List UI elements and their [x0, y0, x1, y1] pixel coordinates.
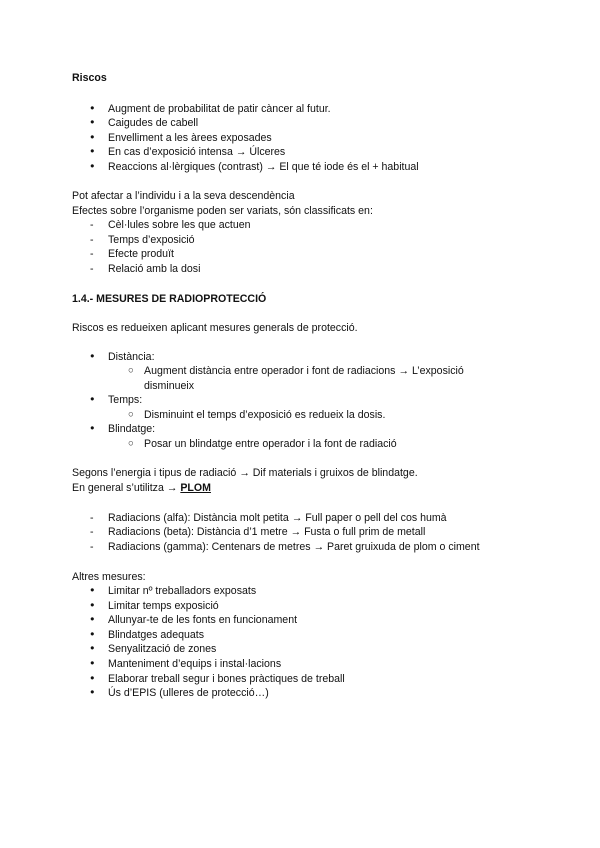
- plom-emphasis: PLOM: [180, 482, 211, 494]
- paragraph-riscos-redueixen: Riscos es redueixen aplicant mesures generals de protecció.: [72, 322, 358, 334]
- bullet-icon: [90, 350, 98, 366]
- circle-bullet-icon: [128, 437, 136, 453]
- bullet-icon: [90, 613, 98, 629]
- bullet-icon: [90, 584, 98, 600]
- paragraph-general: En general s’utilitza → PLOM: [72, 482, 211, 494]
- paragraph-efectes: Efectes sobre l’organisme poden ser variats, són classificats en:: [72, 205, 373, 217]
- paragraph-afectar: Pot afectar a l’individu i a la seva descendència: [72, 190, 295, 202]
- bullet-icon: [90, 116, 98, 132]
- bullet-icon: [90, 160, 98, 176]
- paragraph-segons: Segons l’energia i tipus de radiació → Dif materials i gruixos de blindatge.: [72, 467, 418, 479]
- document-page: Riscos ● Augment de probabilitat de patir càncer al futur. ● Caigudes de cabell ● Envelliment a les àrees exposades ● En cas d’exposició intensa → Úlceres ● Reaccions al·lèrgiques (contrast) → El que té iode és el + habitual Pot afectar a l’individu i a la seva descendència Efectes sobre l’organisme poden ser variats, són classificats en: - Cèl·lules sobre les que actuen - Temps d’exposició - Efecte produït - Relació amb la dosi 1.4.- MESURES DE RADIOPROTECCIÓ Riscos es redueixen aplicant mesures generals de protecció. ● Distància: ○ Augment distància entre operador i font de radiacions → L’exposició disminueix ● Temps: ○ Disminuint el temps d’exposició es redueix la dosis. ● Blindatge: ○ Posar un blindatge entre operador i la font de radiació Segons l’energia i tipus de radiació → Dif materials i gruixos de blindatge. En general s’utilitza → PLOM - Radiacions (alfa): Distància molt petita → Full paper o pell del cos humà - Radiacions (beta): Distància d’1 metre → Fusta o full prim de metall - Radiacions (gamma): Centenars de metres → Paret gruixuda de plom o ciment Altres mesures: ● Limitar nº treballadors exposats ● Limitar temps exposició ● Allunyar-te de les fonts en funcionament ● Blindatges adequats ● Senyalització de zones ● Manteniment d’equips i instal·lacions ● Elaborar treball segur i bones pràctiques de treball ● Ús d’EPIS (ulleres de protecció…): [0, 0, 600, 848]
- paragraph-altres: Altres mesures:: [72, 571, 146, 583]
- bullet-icon: [90, 686, 98, 702]
- circle-bullet-icon: [128, 364, 136, 380]
- bullet-icon: [90, 642, 98, 658]
- heading-mesures: 1.4.- MESURES DE RADIOPROTECCIÓ: [72, 293, 267, 305]
- bullet-icon: [90, 145, 98, 161]
- heading-riscos: Riscos: [72, 72, 107, 84]
- bullet-icon: [90, 393, 98, 409]
- bullet-icon: [90, 657, 98, 673]
- bullet-icon: [90, 422, 98, 438]
